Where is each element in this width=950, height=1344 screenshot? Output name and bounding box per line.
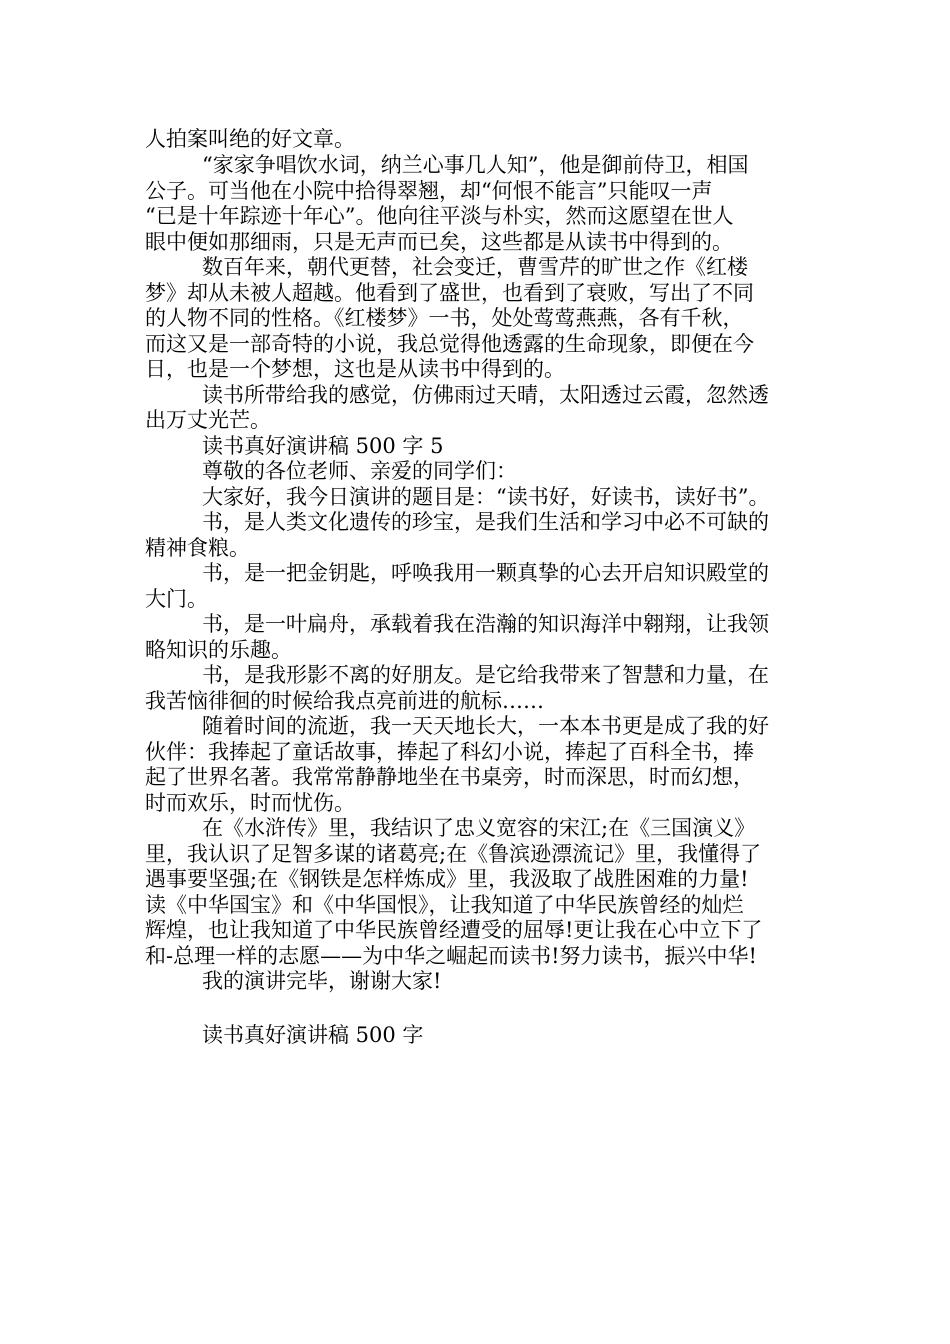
text-line: 而这又是一部奇特的小说，我总觉得他透露的生命现象，即便在今 (145, 332, 754, 356)
text-line: 读《中华国宝》和《中华国恨》，让我知道了中华民族曾经的灿烂 (145, 893, 744, 917)
text-line: 大门。 (145, 587, 208, 611)
text-line: 公子。可当他在小院中拾得翠翘，却“何恨不能言”只能叹一声 (145, 179, 713, 203)
text-line: 精神食粮。 (145, 536, 250, 560)
section-heading: 读书真好演讲稿 500 字 (202, 1023, 424, 1047)
text-line: 略知识的乐趣。 (145, 638, 292, 662)
text-line: 我的演讲完毕，谢谢大家! (202, 969, 442, 993)
text-line: 眼中便如那细雨，只是无声而已矣，这些都是从读书中得到的。 (145, 230, 733, 254)
text-line: 随着时间的流逝，我一天天地长大，一本本书更是成了我的好 (202, 714, 769, 738)
text-line: 书，是我形影不离的好朋友。是它给我带来了智慧和力量，在 (202, 663, 769, 687)
text-line: 辉煌，也让我知道了中华民族曾经遭受的屈辱!更让我在心中立下了 (145, 918, 763, 942)
text-line: 书，是人类文化遗传的珍宝，是我们生活和学习中必不可缺的 (202, 510, 769, 534)
text-line: 里，我认识了足智多谋的诸葛亮;在《鲁滨逊漂流记》里，我懂得了 (145, 842, 762, 866)
text-line: 和-总理一样的志愿——为中华之崛起而读书!努力读书，振兴中华! (145, 944, 757, 968)
text-line: 伙伴：我捧起了童话故事，捧起了科幻小说，捧起了百科全书，捧 (145, 740, 754, 764)
text-line: 出万丈光芒。 (145, 408, 271, 432)
text-line: 人拍案叫绝的好文章。 (145, 127, 355, 151)
text-line: 大家好，我今日演讲的题目是：“读书好，好读书，读好书”。 (202, 485, 770, 509)
text-line: 数百年来，朝代更替，社会变迁，曹雪芹的旷世之作《红楼 (202, 255, 748, 279)
text-line: 的人物不同的性格。《红楼梦》一书，处处莺莺燕燕，各有千秋， (145, 306, 744, 330)
text-line: 在《水浒传》里，我结识了忠义宽容的宋江;在《三国演义》 (202, 816, 756, 840)
text-line: 读书所带给我的感觉，仿佛雨过天晴，太阳透过云霞，忽然透 (202, 383, 769, 407)
text-line: 书，是一把金钥匙，呼唤我用一颗真挚的心去开启知识殿堂的 (202, 561, 769, 585)
text-line: “家家争唱饮水词，纳兰心事几人知”，他是御前侍卫，相国 (202, 153, 749, 177)
text-line: 梦》却从未被人超越。他看到了盛世，也看到了衰败，写出了不同 (145, 281, 754, 305)
text-line: 起了世界名著。我常常静静地坐在书桌旁，时而深思，时而幻想， (145, 765, 754, 789)
text-line: 书，是一叶扁舟，承载着我在浩瀚的知识海洋中翱翔，让我领 (202, 612, 769, 636)
text-line: “已是十年踪迹十年心”。他向往平淡与朴实，然而这愿望在世人 (145, 204, 734, 228)
section-heading: 读书真好演讲稿 500 字 5 (202, 434, 444, 458)
text-line: 遇事要坚强;在《钢铁是怎样炼成》里，我汲取了战胜困难的力量! (145, 867, 749, 891)
text-line: 尊敬的各位老师、亲爱的同学们： (202, 459, 517, 483)
text-line: 日，也是一个梦想，这也是从读书中得到的。 (145, 357, 565, 381)
text-line: 我苦恼徘徊的时候给我点亮前进的航标…… (145, 689, 544, 713)
text-line: 时而欢乐，时而忧伤。 (145, 791, 355, 815)
